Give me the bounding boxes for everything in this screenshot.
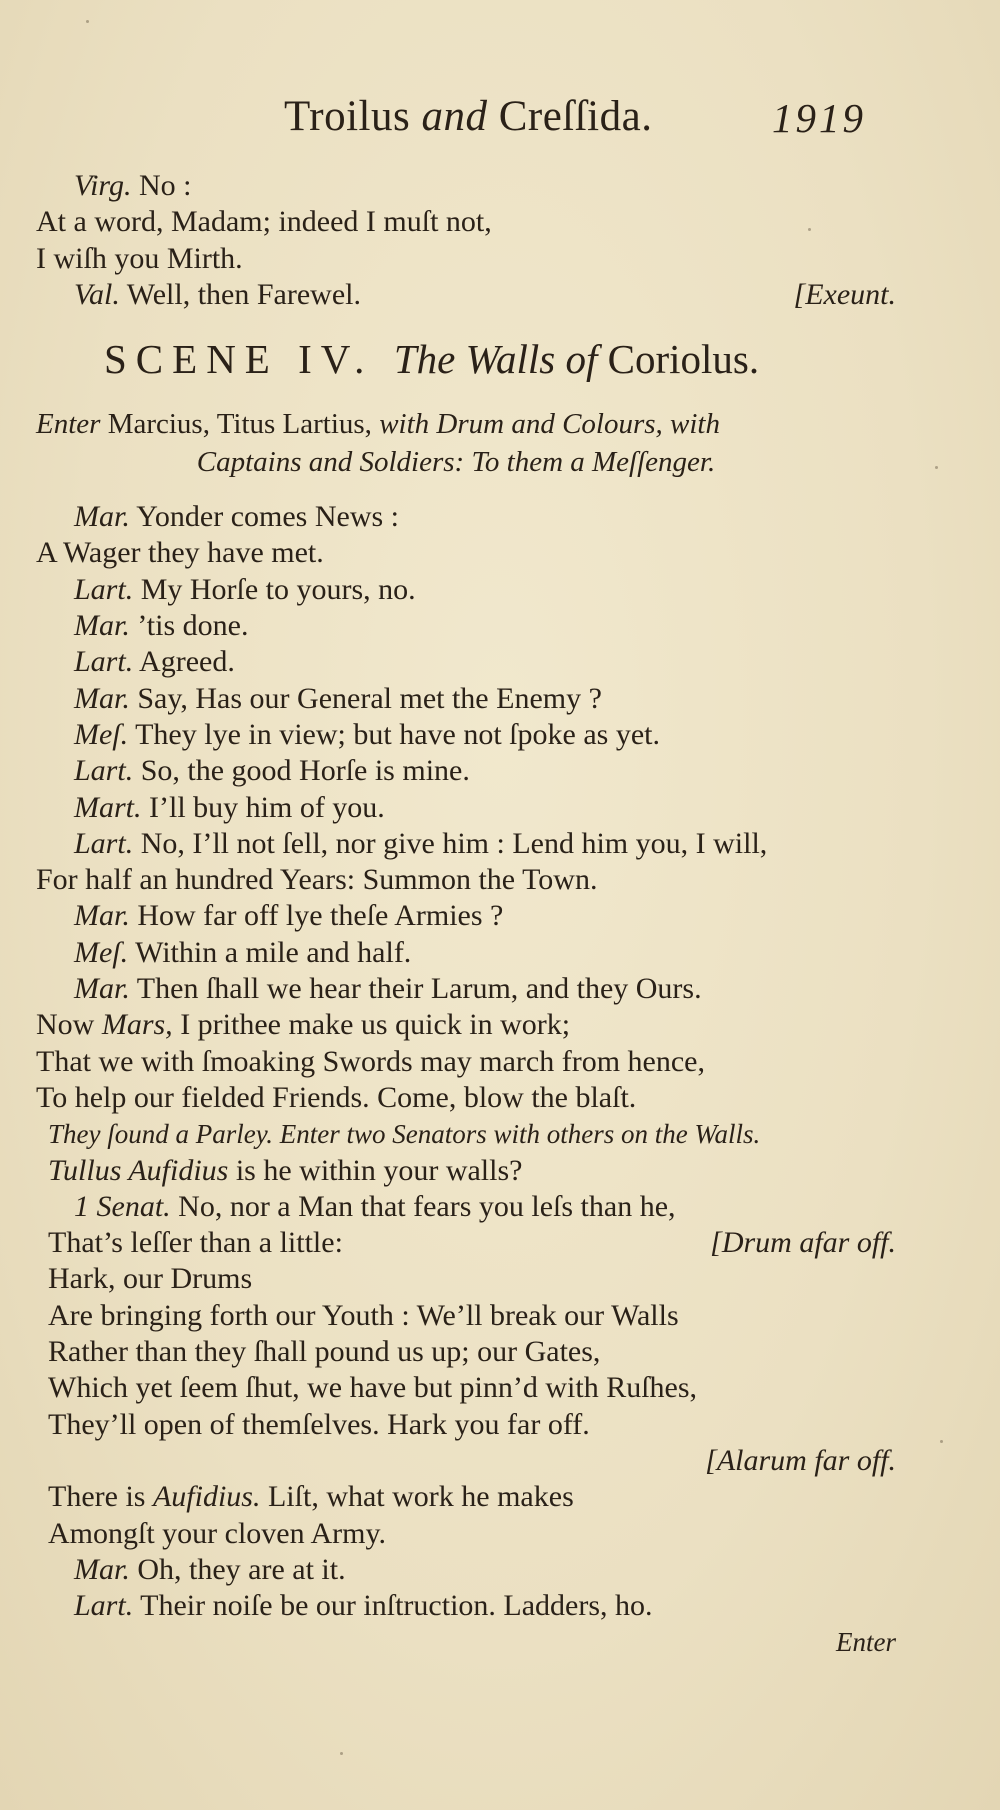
- verse-line: [36, 1189, 916, 1225]
- speaker-name: Mar.: [74, 500, 130, 534]
- line-text-after: Liſt, what work he makes: [260, 1480, 574, 1514]
- senator-lines: [36, 1153, 916, 1443]
- ink-speck: [86, 20, 89, 23]
- line-text: Amongſt your cloven Army.: [48, 1516, 387, 1550]
- running-title: [284, 92, 652, 141]
- italic-name: Tullus Aufidius: [48, 1153, 229, 1187]
- verse-line: [36, 204, 916, 240]
- verse-line: [36, 681, 916, 717]
- stage-direction-alarum: [Alarum far off.: [705, 1443, 896, 1477]
- verse-line: [36, 790, 916, 826]
- scene-heading: [36, 313, 916, 405]
- line-text: No :: [131, 169, 192, 202]
- line-text: They lye in view; but have not ſpoke as yet.: [128, 717, 660, 751]
- verse-line: [36, 898, 916, 934]
- speaker-name: Val.: [74, 277, 120, 311]
- speaker-name: Mar.: [74, 899, 130, 933]
- scene-place-italic: The Walls of: [393, 336, 598, 383]
- ink-speck: [940, 1440, 943, 1443]
- entrance-direction: [36, 405, 916, 481]
- speaker-name: Virg.: [74, 169, 132, 202]
- verse-line: [36, 826, 916, 862]
- page-header: [0, 92, 1000, 152]
- line-text: At a word, Madam; indeed I muſt not,: [36, 205, 492, 239]
- line-text: Their noiſe be our inſtruction. Ladders, ho.: [133, 1589, 653, 1623]
- speaker-name: Lart.: [74, 572, 134, 606]
- stage-direction-parley: They ſound a Parley. Enter two Senators with others on the Walls.: [48, 1119, 761, 1150]
- verse-line: [36, 753, 916, 789]
- line-text: My Horſe to yours, no.: [133, 572, 416, 606]
- line-text: Rather than they ſhall pound us up; our Gates,: [48, 1335, 601, 1369]
- catchword: Enter: [836, 1627, 896, 1658]
- title-and: and: [421, 93, 488, 140]
- entrance-line-2: Captains and Soldiers: To them a Meſſenger.: [196, 446, 716, 479]
- verse-line: [36, 1479, 916, 1515]
- line-text: A Wager they have met.: [36, 536, 324, 570]
- line-text: Yonder comes News :: [129, 500, 399, 534]
- verse-line: [36, 1334, 916, 1370]
- text-block: [36, 168, 916, 1661]
- verse-line: [36, 608, 916, 644]
- verse-line: [36, 717, 916, 753]
- verse-line: [36, 644, 916, 680]
- line-text: Within a mile and half.: [128, 935, 412, 969]
- line-text: Say, Has our General met the Enemy ?: [129, 681, 602, 715]
- verse-line: [36, 241, 916, 277]
- speaker-name: Lart.: [74, 1589, 134, 1623]
- speaker-name: Lart.: [74, 826, 134, 860]
- line-text: I wiſh you Mirth.: [36, 241, 243, 275]
- stage-direction: [Exeunt.: [793, 277, 896, 311]
- entrance-names: Marcius, Titus Lartius,: [100, 408, 380, 441]
- line-text: So, the good Horſe is mine.: [133, 754, 470, 788]
- speaker-name: Mart.: [74, 790, 142, 824]
- speaker-name: Meſ.: [74, 935, 129, 969]
- verse-line: [36, 1044, 916, 1080]
- verse-line: [36, 1007, 916, 1043]
- line-text: How far off lye theſe Armies ?: [129, 899, 504, 933]
- verse-line: [36, 572, 916, 608]
- title-part2: Creſſida.: [487, 93, 653, 140]
- title-part1: Troilus: [284, 93, 422, 140]
- page-number: 1919: [772, 95, 866, 141]
- verse-line: [36, 499, 916, 535]
- line-text: For half an hundred Years: Summon the Town.: [36, 863, 598, 897]
- speaker-name: Mar.: [74, 681, 130, 715]
- line-text: They’ll open of themſelves. Hark you far off.: [48, 1407, 590, 1441]
- top-lines: [36, 168, 916, 313]
- end-lines: [36, 1479, 916, 1624]
- verse-line: [36, 935, 916, 971]
- verse-line: [36, 1153, 916, 1189]
- line-text: That we with ſmoaking Swords may march from hence,: [36, 1044, 705, 1078]
- line-text: No, nor a Man that fears you leſs than he,: [170, 1189, 676, 1223]
- verse-line: [36, 1261, 916, 1297]
- stage-direction: [Drum afar off.: [710, 1226, 896, 1260]
- line-text: To help our fielded Friends. Come, blow the blaſt.: [36, 1080, 637, 1114]
- speaker-name: Mar.: [74, 609, 130, 643]
- speaker-name: 1 Senat.: [74, 1189, 171, 1223]
- verse-line: [36, 1298, 916, 1334]
- line-text: ’tis done.: [129, 609, 249, 643]
- line-text: No, I’ll not ſell, nor give him : Lend him you, I will,: [133, 826, 768, 860]
- scene-label: SCENE IV.: [104, 336, 374, 383]
- entrance-enter: Enter: [36, 408, 101, 441]
- italic-name: Mars,: [101, 1008, 173, 1042]
- line-text: Agreed.: [133, 645, 235, 679]
- ink-speck: [808, 228, 811, 231]
- line-text: Hark, our Drums: [48, 1262, 253, 1296]
- verse-line: [36, 1225, 916, 1261]
- line-text-after: is he within your walls?: [228, 1153, 523, 1187]
- ink-speck: [340, 1752, 343, 1755]
- italic-name: Aufidius.: [152, 1480, 261, 1514]
- line-text: There is: [48, 1480, 153, 1514]
- verse-line: [36, 277, 916, 313]
- scene-place-roman: Coriolus.: [597, 336, 760, 383]
- speaker-name: Meſ.: [74, 717, 129, 751]
- main-lines: [36, 499, 916, 1116]
- verse-line: [36, 1080, 916, 1116]
- line-text: Well, then Farewel.: [119, 277, 361, 311]
- line-text: That’s leſſer than a little:: [48, 1226, 343, 1260]
- line-text: Oh, they are at it.: [129, 1552, 346, 1586]
- ink-speck: [935, 466, 938, 469]
- verse-line: [36, 535, 916, 571]
- line-text: I’ll buy him of you.: [141, 790, 385, 824]
- verse-line: [36, 971, 916, 1007]
- entrance-with: with Drum and Colours, with: [379, 408, 720, 441]
- speaker-name: Mar.: [74, 1552, 130, 1586]
- verse-line: [36, 1552, 916, 1588]
- speaker-name: Lart.: [74, 754, 134, 788]
- entrance-line-1: [36, 405, 916, 443]
- verse-line: [36, 1516, 916, 1552]
- line-text: Which yet ſeem ſhut, we have but pinn’d with Ruſhes,: [48, 1371, 698, 1405]
- verse-line: [36, 1407, 916, 1443]
- line-text: Are bringing forth our Youth : We’ll break our Walls: [48, 1298, 679, 1332]
- verse-line: [36, 1370, 916, 1406]
- speaker-name: Lart.: [74, 645, 134, 679]
- verse-line: [36, 862, 916, 898]
- line-text: Then ſhall we hear their Larum, and they Ours.: [129, 972, 702, 1006]
- line-text: Now: [36, 1008, 102, 1042]
- line-text-after: I prithee make us quick in work;: [172, 1008, 571, 1042]
- verse-line: [36, 1588, 916, 1624]
- verse-line: [36, 168, 916, 204]
- speaker-name: Mar.: [74, 972, 130, 1006]
